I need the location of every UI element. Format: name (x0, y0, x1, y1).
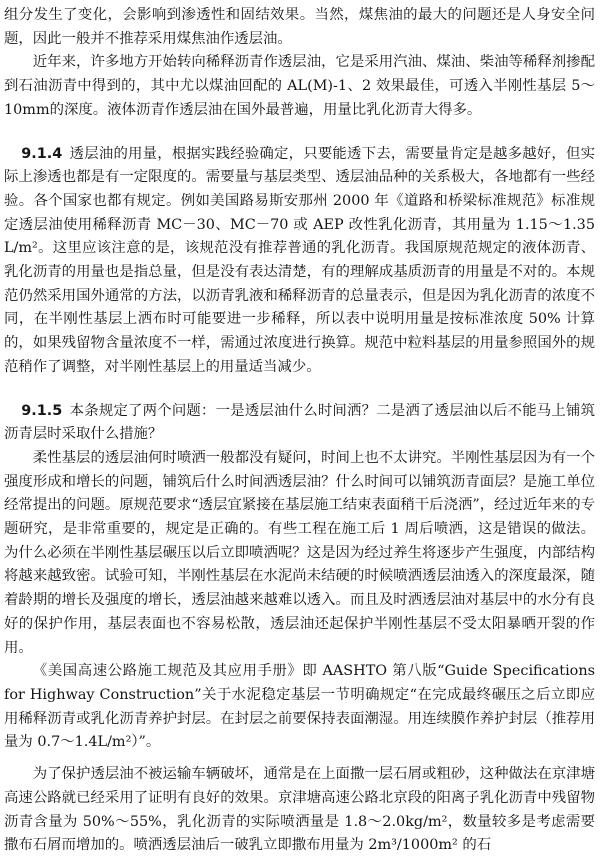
section-9-1-5 (4, 400, 595, 447)
section-text: 透层油的用量，根据实践经验确定，只要能透下去，需要量肯定是越多越好，但实际上渗透也都是有一定限度的。需要量与基层类型、透层油品种的关系极大，各地都有一些经验。各个国家也都有规定。例如美国路易斯安那州 2000 年《道路和桥梁标准规范》标准规定透层油使用稀释沥青 MC－30、MC－70 或 AEP 改性乳化沥青，其用量为 1.15～1.35 L/m²。这里应该注意的是，该规范没有推荐普通的乳化沥青。我国原规范规定的液体沥青、乳化沥青的用量也是指总量，但是没有表达清楚，有的理解成基质沥青的用量是不对的。本规范仍然采用国外通常的方法，以沥青乳液和稀释沥青的总量表示，但是因为乳化沥青的浓度不同，在半刚性基层上洒布时可能要进一步稀释，所以表中说明用量是按标准浓度 50% 计算的，如果残留物含量浓度不一样，需通过浓度进行换算。规范中粒料基层的用量参照国外的规范稍作了调整，对半刚性基层上的用量适当减少。 (4, 145, 595, 375)
paragraph-aashto: 《美国高速公路施工规范及其应用手册》即 AASHTO 第八版“Guide Specifications for Highway Construction”关于水泥稳定基层一节明确规定“在完成最终碾压之后立即应用稀释沥青或乳化沥青养护封层。在封层之前要保持表面潮湿。用连续膜作养护封层（推荐用量为 0.7～1.4L/m²）”。 (4, 663, 595, 751)
paragraph-coal-tar: 组分发生了变化，会影响到渗透性和固结效果。当然，煤焦油的最大的问题还是人身安全问题，因此一般并不推荐采用煤焦油作透层油。 (4, 7, 595, 47)
paragraph-diluted-asphalt: 近年来，许多地方开始转向稀释沥青作透层油，它是采用汽油、煤油、柴油等稀释剂掺配到石油沥青中得到的，其中尤以煤油回配的 AL(M)-1、2 效果最佳，可透入半刚性基层 5～10mm的深度。液体沥青作透层油在国外最普遍，用量比乳化沥青大得多。 (4, 54, 595, 118)
paragraph-semi-rigid-base: 柔性基层的透层油何时喷洒一般都没有疑问，时间上也不太讲究。半刚性基层因为有一个强度形成和增长的问题，铺筑后什么时间洒透层油？什么时间可以铺筑沥青面层？是施工单位经常提出的问题。原规范要求“透层宜紧接在基层施工结束表面稍干后浇洒”，经过近年来的专题研究，是非常重要的，规定是正确的。有些工程在施工后 1 周后喷洒，这是错误的做法。为什么必须在半刚性基层碾压以后立即喷洒呢？这是因为经过养生将逐步产生强度，内部结构将越来越致密。试验可知，半刚性基层在水泥尚未结硬的时候喷洒透层油透入的深度最深，随着龄期的增长及强度的增长，透层油越来越难以透入。而且及时洒透层油对基层中的水分有良好的保护作用，基层表面也不容易松散，透层油还起保护半刚性基层不受太阳暴晒开裂的作用。 (4, 449, 595, 656)
paragraph-protection: 为了保护透层油不被运输车辆破坏，通常是在上面撒一层石屑或粗砂，这种做法在京津塘高速公路就已经采用了证明有良好的效果。京津塘高速公路北京段的阳离子乳化沥青中残留物沥青含量为 50%～55%，乳化沥青的实际喷洒量是 1.8～2.0kg/m²，数量较多是考虑需要撒布石屑而增加的。喷洒透层油后一破乳立即撒布用量为 2m³/1000m² 的石 (4, 766, 595, 854)
section-text: 本条规定了两个问题：一是透层油什么时间洒？二是洒了透层油以后不能马上铺筑沥青层时采取什么措施？ (4, 402, 595, 443)
section-number: 9.1.5 (21, 402, 63, 419)
section-number: 9.1.4 (21, 145, 63, 162)
section-9-1-4 (4, 143, 595, 380)
